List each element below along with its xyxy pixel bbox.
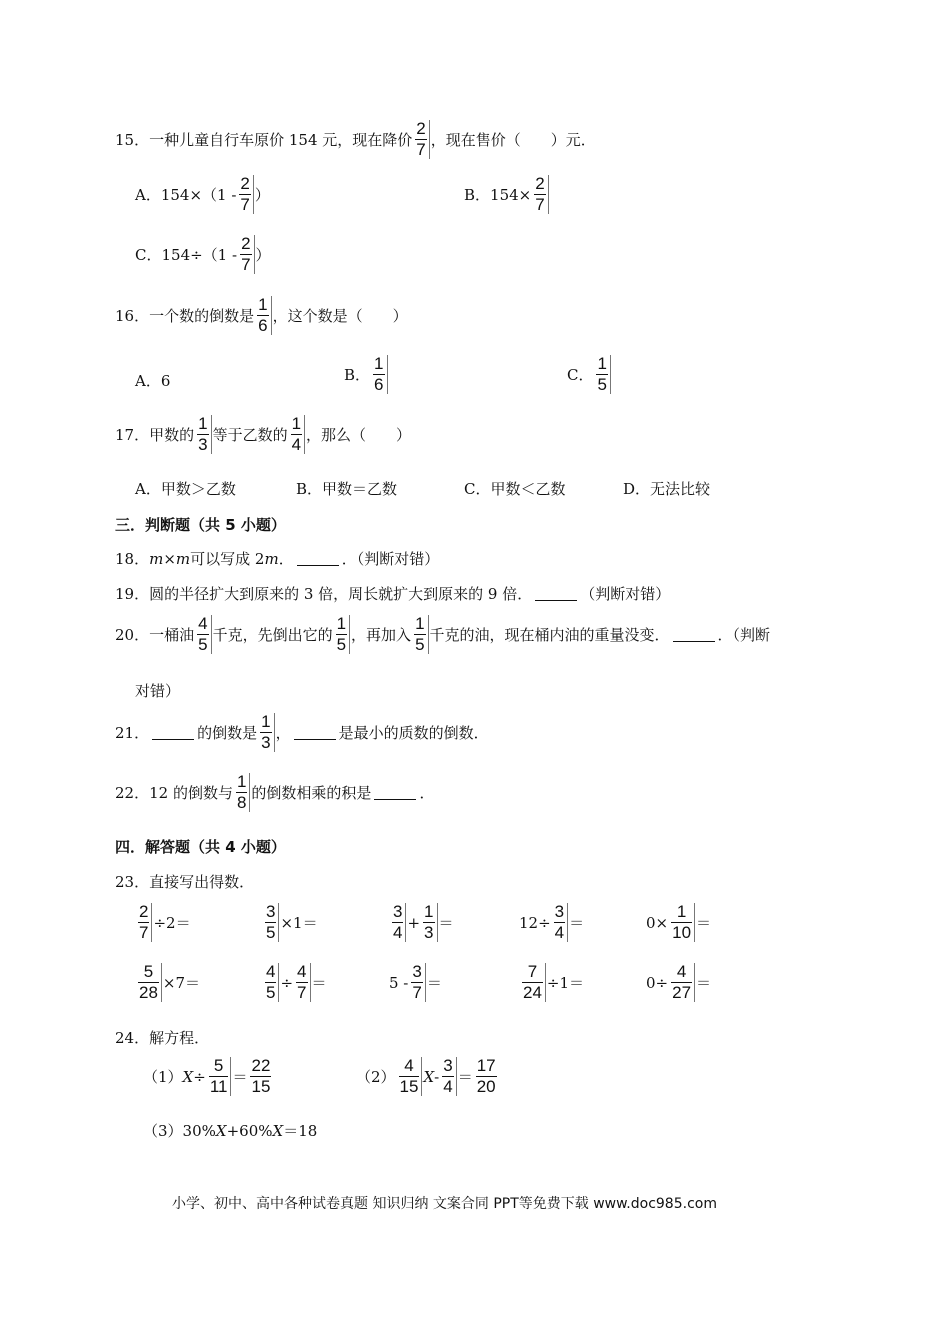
q20-text-2: 千克，先倒出它的 — [212, 626, 333, 644]
q17-text: 17．甲数的 — [115, 426, 195, 444]
var-m: m — [175, 549, 191, 568]
fraction: $\frac{1}{3}$ — [421, 903, 437, 942]
calc-item — [135, 963, 200, 1002]
fraction: $\frac{2}{7}$ — [413, 120, 429, 159]
fraction: $\frac{3}{4}$ — [440, 1057, 456, 1096]
calc-item — [262, 963, 327, 1002]
answer-blank[interactable] — [294, 725, 336, 740]
fraction: $\frac{1}{8}$ — [234, 773, 250, 812]
fraction: $\frac{5}{11}$ — [207, 1057, 232, 1096]
fraction: $\frac{1}{6}$ — [255, 296, 271, 335]
operator: - — [434, 1067, 440, 1086]
fraction: $\frac{1}{6}$ — [371, 355, 387, 394]
question-19 — [115, 583, 670, 604]
question-20 — [115, 615, 770, 654]
q21-text-3: 是最小的质数的倒数． — [338, 724, 489, 742]
question-17 — [115, 415, 411, 454]
q20-text-4: 千克的油，现在桶内油的重量没变． — [429, 626, 670, 644]
option-label: A．甲数＞乙数 — [135, 480, 236, 498]
fraction: $\frac{1}{4}$ — [289, 415, 305, 454]
q20-text-3: ，再加入 — [351, 626, 412, 644]
q21-number: 21． — [115, 724, 150, 742]
option-label: C．154÷（1 - — [135, 246, 238, 264]
answer-blank[interactable] — [374, 785, 416, 800]
calc-item — [135, 903, 191, 942]
fraction: $\frac{4}{5}$ — [263, 963, 279, 1002]
calc-prefix: 12÷ — [519, 913, 551, 932]
period: ． — [419, 784, 435, 802]
calc-item — [646, 903, 711, 942]
option-label: A．154×（1 - — [135, 186, 237, 204]
fraction: $\frac{1}{3}$ — [195, 415, 211, 454]
fraction: $\frac{4}{27}$ — [669, 963, 695, 1002]
calc-suffix: ＝ — [311, 974, 327, 992]
q15-option-b[interactable] — [464, 175, 550, 214]
operator: + — [407, 913, 421, 932]
calc-suffix: ÷2＝ — [153, 914, 191, 932]
q17-option-c[interactable] — [464, 478, 565, 499]
q16-text-2: ，这个数是（ ） — [272, 307, 408, 325]
var-x: X — [182, 1067, 194, 1086]
question-24-title: 24．解方程． — [115, 1029, 210, 1047]
fraction: $\frac{3}{7}$ — [409, 963, 425, 1002]
option-label: D．无法比较 — [623, 480, 711, 498]
term: +60% — [226, 1121, 273, 1140]
question-22 — [115, 773, 434, 812]
q18-number: 18． — [115, 550, 150, 568]
q20-continuation: 对错） — [135, 682, 181, 700]
q15-option-a[interactable] — [135, 175, 270, 214]
q17-text-3: ，那么（ ） — [306, 426, 412, 444]
equation-3 — [143, 1120, 317, 1141]
equals-sign: ＝ — [232, 1068, 248, 1086]
option-tail: ） — [255, 246, 271, 264]
q15-option-c[interactable] — [135, 235, 271, 274]
fraction: $\frac{3}{4}$ — [390, 903, 406, 942]
fraction: $\frac{2}{7}$ — [237, 175, 253, 214]
equation-1 — [143, 1057, 274, 1096]
fraction: $\frac{3}{5}$ — [263, 903, 279, 942]
q15-text-2: ，现在售价（ ）元． — [430, 131, 596, 149]
fraction: $\frac{1}{5}$ — [412, 615, 428, 654]
period: ． — [278, 550, 294, 568]
operator: ÷ — [193, 1067, 206, 1086]
comma: ， — [275, 724, 291, 742]
option-label: C．甲数＜乙数 — [464, 480, 566, 498]
equation-label: （1） — [143, 1068, 183, 1086]
q17-option-a[interactable] — [135, 478, 236, 499]
fraction: $\frac{22}{15}$ — [251, 1056, 271, 1096]
option-label: C． — [567, 366, 594, 384]
calc-item — [262, 903, 318, 942]
fraction: $\frac{1}{10}$ — [669, 903, 695, 942]
q17-option-b[interactable] — [296, 478, 397, 499]
q18-tail: ．（判断对错） — [341, 550, 440, 568]
option-tail: ） — [254, 186, 270, 204]
var-m: m — [264, 549, 279, 568]
fraction: $\frac{4}{7}$ — [294, 963, 310, 1002]
calc-suffix: ＝ — [426, 974, 442, 992]
term: ＝18 — [283, 1122, 318, 1140]
calc-item — [389, 903, 454, 942]
q17-text-2: 等于乙数的 — [212, 426, 288, 444]
question-23-title: 23．直接写出得数． — [115, 873, 255, 891]
q17-option-d[interactable] — [623, 478, 710, 499]
option-label: A．6 — [135, 372, 171, 390]
fraction: $\frac{5}{28}$ — [136, 963, 162, 1002]
fraction: $\frac{7}{24}$ — [520, 963, 546, 1002]
q20-text-5: ．（判断 — [717, 626, 771, 644]
q21-text: 的倒数是 — [197, 724, 258, 742]
calc-suffix: ÷1＝ — [546, 974, 585, 992]
equation-2 — [356, 1057, 500, 1096]
fraction: $\frac{17}{20}$ — [476, 1056, 496, 1096]
fraction: $\frac{1}{5}$ — [334, 615, 350, 654]
calc-suffix: ×7＝ — [162, 974, 201, 992]
fraction: $\frac{2}{7}$ — [238, 235, 254, 274]
section-heading-4: 四．解答题（共 4 小题） — [115, 838, 286, 856]
section-heading-3: 三．判断题（共 5 小题） — [115, 516, 286, 534]
fraction: $\frac{4}{5}$ — [195, 615, 211, 654]
var-x: X — [215, 1121, 227, 1140]
q19-text: 19．圆的半径扩大到原来的 3 倍，周长就扩大到原来的 9 倍． — [115, 585, 533, 603]
calc-prefix: 0× — [646, 913, 669, 932]
equation-label: （2） — [356, 1068, 396, 1086]
option-label: B．甲数＝乙数 — [296, 480, 398, 498]
option-label: B． — [344, 366, 371, 384]
answer-blank[interactable] — [535, 586, 577, 601]
question-21 — [115, 713, 489, 752]
fraction: $\frac{3}{4}$ — [552, 903, 568, 942]
answer-blank[interactable] — [152, 725, 194, 740]
q16-option-c[interactable] — [567, 355, 612, 394]
calc-item — [519, 903, 584, 942]
fraction: $\frac{2}{7}$ — [136, 903, 152, 942]
q18-text: 可以写成 2 — [190, 550, 265, 568]
equation-label: （3） — [143, 1122, 183, 1140]
question-18 — [115, 548, 439, 569]
fraction: $\frac{1}{3}$ — [258, 713, 274, 752]
var-x: X — [423, 1067, 435, 1086]
calc-item — [389, 963, 442, 1002]
var-m: m — [149, 549, 164, 568]
answer-blank[interactable] — [673, 627, 715, 642]
footer-text: 小学、初中、高中各种试卷真题 知识归纳 文案合同 PPT等免费下载 www.doc985.com — [172, 1196, 717, 1212]
calc-item — [646, 963, 711, 1002]
q22-text-2: 的倒数相乘的积是 — [251, 784, 372, 802]
calc-prefix: 5 - — [389, 973, 409, 992]
question-16 — [115, 296, 408, 335]
q16-option-a[interactable] — [135, 370, 170, 391]
calc-suffix: ＝ — [696, 914, 712, 932]
fraction: $\frac{2}{7}$ — [532, 175, 548, 214]
q15-text: 15．一种儿童自行车原价 154 元，现在降价 — [115, 131, 413, 149]
calc-item — [519, 963, 584, 1002]
q19-tail: （判断对错） — [580, 585, 671, 603]
calc-prefix: 0÷ — [646, 973, 669, 992]
fraction: $\frac{4}{15}$ — [397, 1057, 423, 1096]
answer-blank[interactable] — [297, 551, 339, 566]
q20-text: 20．一桶油 — [115, 626, 195, 644]
equals-sign: ＝ — [457, 1068, 473, 1086]
times-sign: × — [163, 549, 176, 568]
calc-suffix: ＝ — [438, 914, 454, 932]
q16-option-b[interactable] — [344, 355, 389, 394]
var-x: X — [272, 1121, 284, 1140]
fraction: $\frac{1}{5}$ — [594, 355, 610, 394]
term: 30% — [182, 1121, 216, 1140]
option-label: B．154× — [464, 186, 532, 204]
calc-suffix: ＝ — [569, 914, 585, 932]
calc-suffix: ×1＝ — [280, 914, 318, 932]
calc-suffix: ＝ — [696, 974, 712, 992]
q16-text: 16．一个数的倒数是 — [115, 307, 255, 325]
q22-text: 22．12 的倒数与 — [115, 784, 233, 802]
operator: ÷ — [280, 973, 294, 992]
question-15 — [115, 120, 596, 159]
